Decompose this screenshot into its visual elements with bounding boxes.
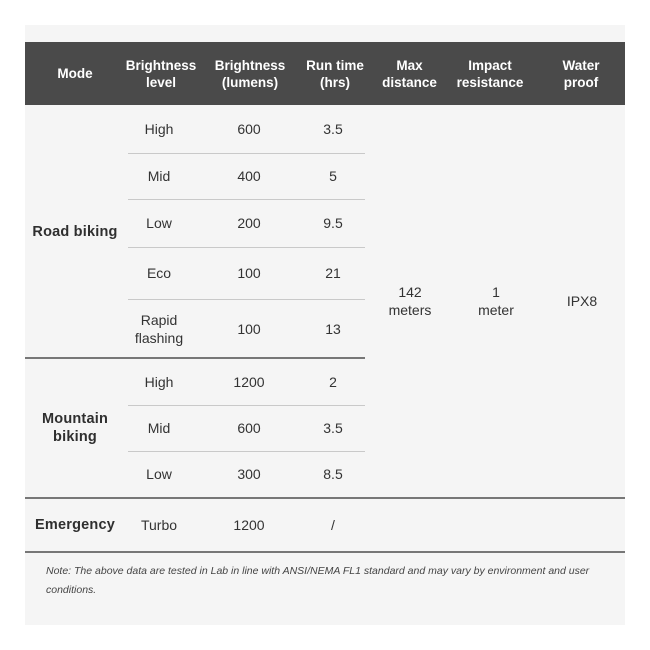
runtime-cell: 21 [325, 265, 341, 281]
level-cell: Low [146, 215, 172, 231]
lumens-cell: 100 [237, 320, 261, 337]
level-cell: Rapid flashing [134, 311, 184, 346]
header-impact-resistance: Impact resistance [456, 57, 524, 90]
header-run-time: Run time (hrs) [306, 57, 364, 90]
level-cell: Turbo [140, 517, 178, 533]
lumens-cell: 600 [237, 420, 261, 436]
runtime-cell: / [331, 517, 335, 533]
header-max-distance: Max distance [382, 57, 437, 90]
level-cell: High [144, 121, 174, 137]
level-cell: Low [146, 466, 172, 482]
level-cell: Eco [146, 265, 172, 281]
header-water-proof: Water proof [562, 57, 600, 90]
mode-mountain-biking: Mountain biking [41, 411, 109, 445]
spec-table-card [25, 25, 625, 625]
header-brightness-lumens: Brightness (lumens) [214, 57, 286, 90]
lumens-cell: 200 [237, 215, 261, 231]
level-cell: High [144, 374, 174, 390]
runtime-cell: 3.5 [323, 420, 343, 436]
lumens-cell: 400 [237, 168, 261, 184]
mode-emergency: Emergency [35, 517, 115, 533]
runtime-cell: 5 [329, 168, 337, 184]
max-distance-cell: 142 meters [388, 284, 432, 318]
water-proof-cell: IPX8 [566, 293, 598, 309]
level-cell: Mid [147, 420, 171, 436]
footnote: Note: The above data are tested in Lab in line with ANSI/NEMA FL1 standard and may vary by environment and user conditions. [46, 565, 590, 596]
impact-resistance-cell: 1 meter [478, 284, 514, 318]
header-mode: Mode [57, 66, 93, 81]
lumens-cell: 600 [237, 121, 261, 137]
runtime-cell: 8.5 [323, 466, 343, 482]
lumens-cell: 1200 [233, 517, 265, 533]
runtime-cell: 3.5 [323, 121, 343, 137]
level-cell: Mid [147, 168, 171, 184]
lumens-cell: 100 [237, 265, 261, 281]
lumens-cell: 300 [237, 466, 261, 482]
runtime-cell: 13 [325, 320, 341, 337]
header-brightness-level: Brightness level [125, 57, 197, 90]
runtime-cell: 9.5 [323, 215, 343, 231]
runtime-cell: 2 [329, 374, 337, 390]
lumens-cell: 1200 [233, 374, 265, 390]
table-bottom-border [25, 551, 625, 553]
mode-road-biking: Road biking [32, 223, 118, 240]
